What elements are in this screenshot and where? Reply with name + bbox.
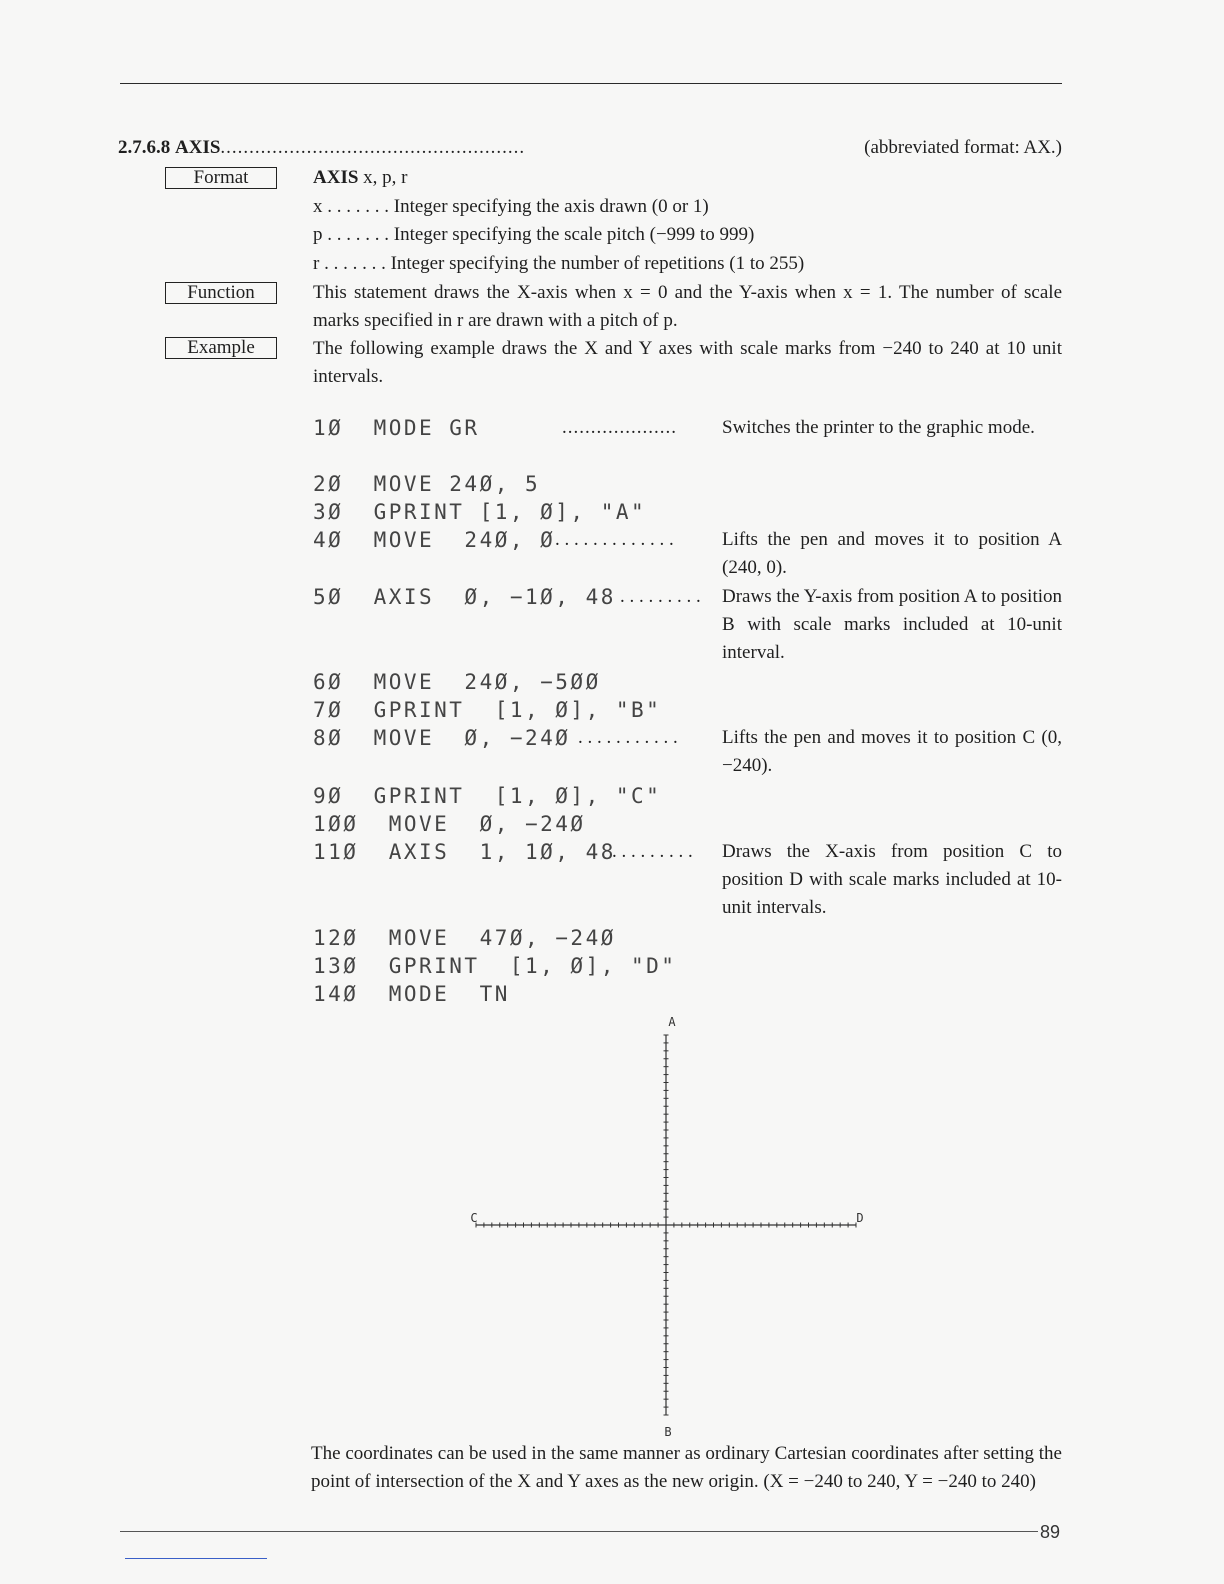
plot-label-b: B xyxy=(664,1425,672,1439)
example-label: Example xyxy=(165,337,277,359)
code-leader: . . . . . . . . . . . xyxy=(578,727,678,748)
param-row: r . . . . . . . Integer specifying the number of repetitions (1 to 255) xyxy=(313,253,805,274)
code-leader: . . . . . . . . . xyxy=(612,841,693,862)
code-line: 5Ø AXIS Ø, −1Ø, 48 xyxy=(313,585,616,609)
code-line: 14Ø MODE TN xyxy=(313,982,510,1006)
code-description: Lifts the pen and moves it to position A (240, 0). xyxy=(722,529,1062,578)
param-row: x . . . . . . . Integer specifying the axis drawn (0 or 1) xyxy=(313,196,709,217)
example-text: The following example draws the X and Y axes with scale marks from −240 to 240 at 10 unit intervals. xyxy=(313,338,1062,387)
code-line: 12Ø MOVE 47Ø, −24Ø xyxy=(313,926,616,950)
code-line: 6Ø MOVE 24Ø, −5ØØ xyxy=(313,670,601,694)
code-line: 11Ø AXIS 1, 1Ø, 48 xyxy=(313,840,616,864)
code-line: 4Ø MOVE 24Ø, Ø xyxy=(313,528,556,552)
syntax-args: x, p, r xyxy=(358,167,408,188)
code-line: 1Ø MODE GR xyxy=(313,416,480,440)
plot-label-d: D xyxy=(856,1211,864,1225)
code-line: 8Ø MOVE Ø, −24Ø xyxy=(313,726,571,750)
code-line: 2Ø MOVE 24Ø, 5 xyxy=(313,472,541,496)
code-line: 9Ø GPRINT [1, Ø], "C" xyxy=(313,784,662,808)
code-leader: .................... xyxy=(562,417,677,438)
section-heading xyxy=(118,134,1062,162)
format-label: Format xyxy=(165,167,277,189)
syntax-keyword: AXIS xyxy=(313,167,359,188)
section-title: AXIS xyxy=(175,137,221,158)
code-leader: . . . . . . . . . xyxy=(620,586,701,607)
code-line: 7Ø GPRINT [1, Ø], "B" xyxy=(313,698,662,722)
code-line: 3Ø GPRINT [1, Ø], "A" xyxy=(313,500,647,524)
footnote-rule xyxy=(125,1558,267,1559)
function-text: This statement draws the X-axis when x = 0 and the Y-axis when x = 1. The number of scale marks specified in r are drawn with a pitch of p. xyxy=(313,282,1062,331)
heading-leader: ..................................................... xyxy=(220,137,526,158)
code-line: 13Ø GPRINT [1, Ø], "D" xyxy=(313,954,677,978)
footer-paragraph: The coordinates can be used in the same manner as ordinary Cartesian coordinates after setting the point of intersection of the X and Y axes as the new origin. (X = −240 to 240, Y = −240 to 240) xyxy=(311,1443,1062,1492)
code-description: Switches the printer to the graphic mode. xyxy=(722,417,1035,438)
plot-label-a: A xyxy=(668,1015,676,1029)
plot-label-c: C xyxy=(470,1211,478,1225)
axis-plot xyxy=(300,1010,900,1450)
code-description: Lifts the pen and moves it to position C (0, −240). xyxy=(722,727,1062,776)
plot-layer xyxy=(470,1015,863,1439)
page-number: 89 xyxy=(1040,1522,1061,1542)
section-number: 2.7.6.8 xyxy=(118,137,171,158)
top-rule xyxy=(120,83,1062,84)
format-syntax xyxy=(313,164,407,192)
code-leader: . . . . . . . . . . . . . xyxy=(555,529,674,550)
code-line: 1ØØ MOVE Ø, −24Ø xyxy=(313,812,586,836)
param-row: p . . . . . . . Integer specifying the scale pitch (−999 to 999) xyxy=(313,224,755,245)
bottom-rule xyxy=(120,1531,1038,1532)
function-label: Function xyxy=(165,282,277,304)
code-description: Draws the Y-axis from position A to position B with scale marks included at 10-unit interval. xyxy=(722,586,1062,663)
abbreviated-format: (abbreviated format: AX.) xyxy=(864,137,1062,158)
code-description: Draws the X-axis from position C to position D with scale marks included at 10-unit intervals. xyxy=(722,841,1062,918)
